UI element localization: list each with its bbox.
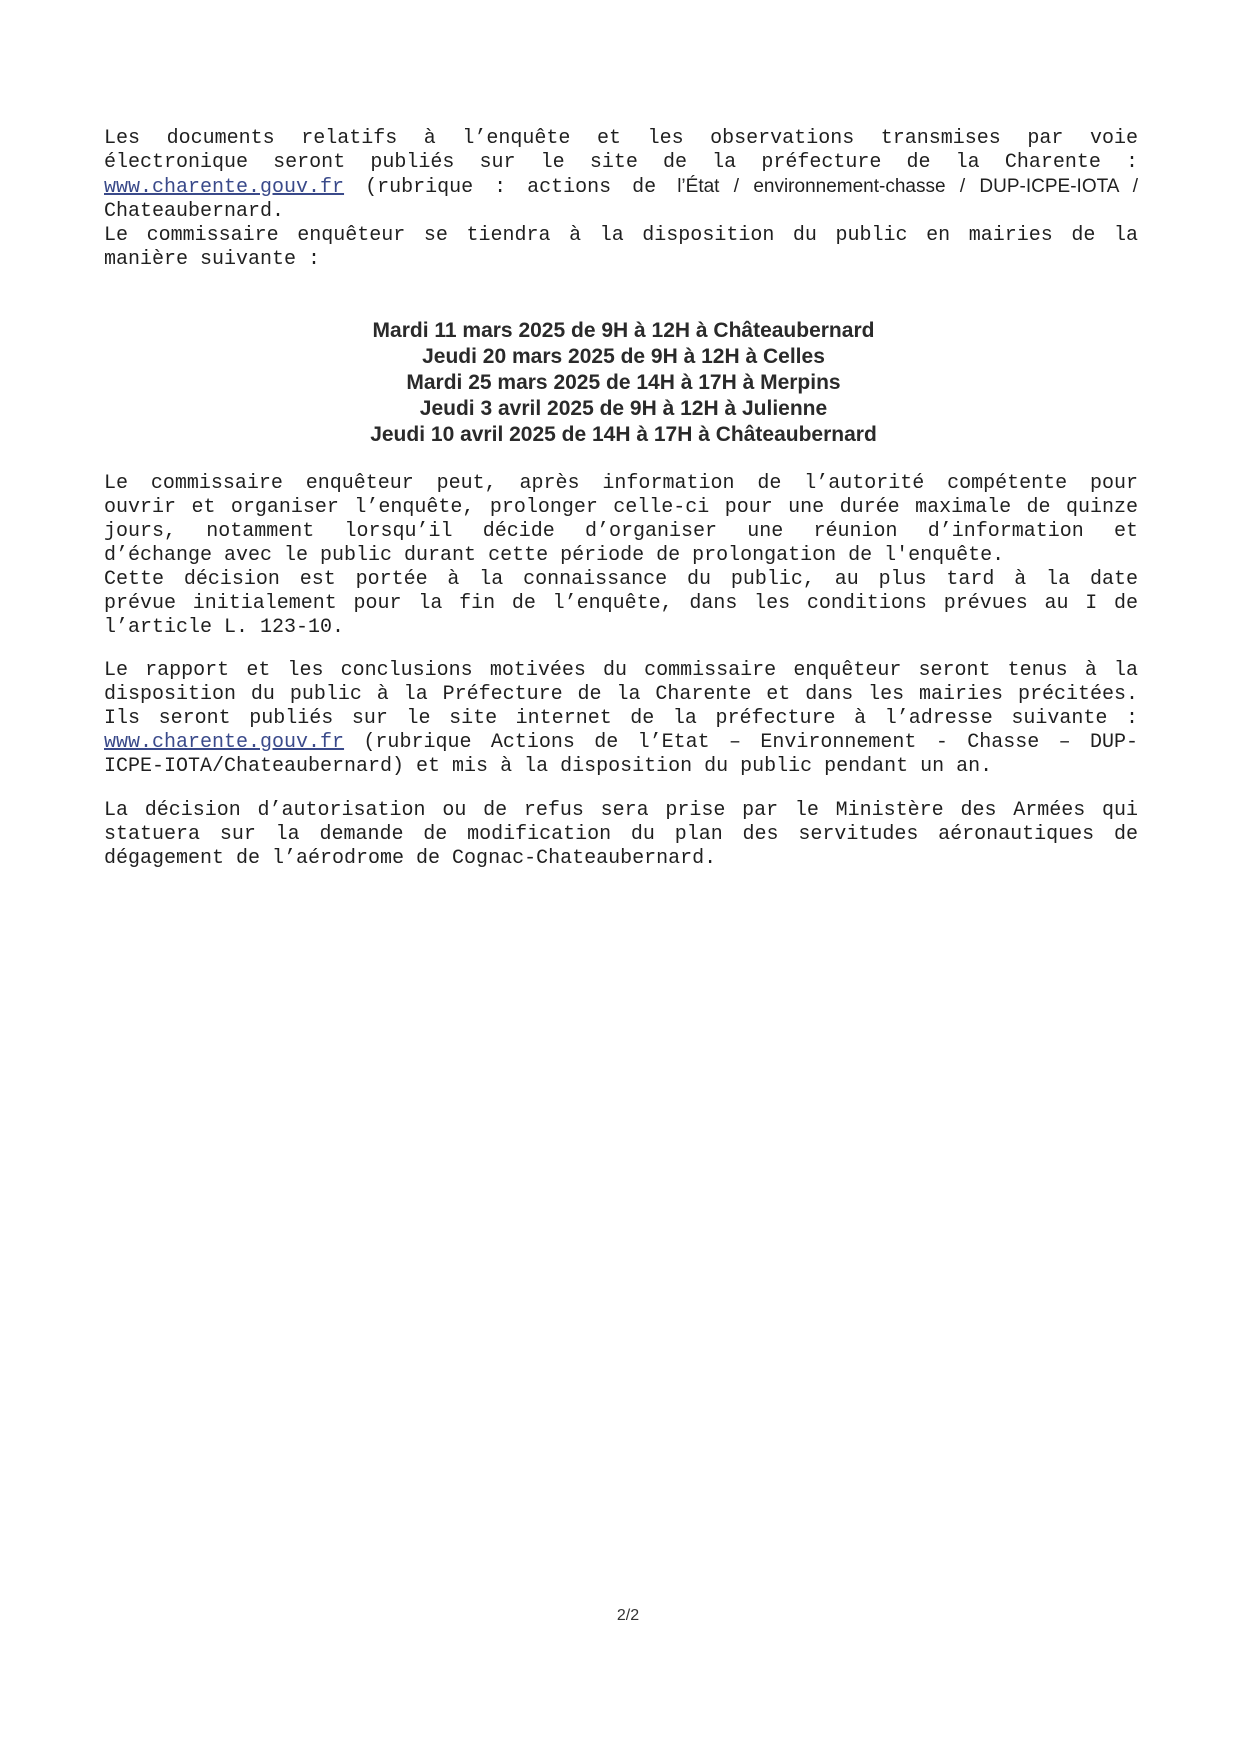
- schedule-item: Mardi 11 mars 2025 de 9H à 12H à Châteaubernard: [372, 319, 875, 342]
- availability-line-2: manière suivante :: [104, 248, 321, 271]
- authorization-line-1: La décision d’autorisation ou de refus sera prise par le Ministère des Armées qui: [104, 799, 1138, 822]
- intro-line-4: Chateaubernard.: [104, 200, 285, 223]
- report-line-2: disposition du public à la Préfecture de la Charente et dans les mairies précitées.: [104, 683, 1138, 706]
- intro-line-3-mono: (rubrique : actions de: [344, 176, 678, 199]
- decision-line-3: l’article L. 123-10.: [104, 616, 345, 639]
- authorization-paragraph: [104, 799, 1138, 871]
- schedule-item: Mardi 25 mars 2025 de 14H à 17H à Merpins: [406, 371, 841, 394]
- page-number: 2/2: [616, 1607, 640, 1624]
- charente-website-link[interactable]: www.charente.gouv.fr: [104, 176, 345, 199]
- schedule-item: Jeudi 10 avril 2025 de 14H à 17H à Châteaubernard: [370, 423, 877, 446]
- intro-paragraph: [104, 127, 1138, 272]
- extension-line-3: jours, notamment lorsqu’il décide d’organiser une réunion d’information et: [104, 520, 1138, 543]
- decision-line-2: prévue initialement pour la fin de l’enquête, dans les conditions prévues au I de: [104, 592, 1138, 615]
- authorization-line-3: dégagement de l’aérodrome de Cognac-Chateaubernard.: [104, 847, 717, 870]
- schedule-item: Jeudi 20 mars 2025 de 9H à 12H à Celles: [422, 345, 825, 368]
- charente-website-link[interactable]: www.charente.gouv.fr: [104, 731, 345, 754]
- extension-line-4: d’échange avec le public durant cette période de prolongation de l'enquête.: [104, 544, 1005, 567]
- extension-paragraph: [104, 472, 1138, 640]
- intro-line-3-sans: l’État / environnement-chasse / DUP-ICPE-IOTA /: [677, 176, 1138, 197]
- report-line-4: [104, 731, 1138, 755]
- authorization-line-2: statuera sur la demande de modification du plan des servitudes aéronautiques de: [104, 823, 1138, 846]
- schedule-list: [0, 318, 1240, 448]
- availability-line-1: Le commissaire enquêteur se tiendra à la disposition du public en mairies de la: [104, 224, 1138, 247]
- extension-line-1: Le commissaire enquêteur peut, après information de l’autorité compétente pour: [104, 472, 1138, 495]
- decision-line-1: Cette décision est portée à la connaissance du public, au plus tard à la date: [104, 568, 1138, 591]
- extension-line-2: ouvrir et organiser l’enquête, prolonger celle-ci pour une durée maximale de quinze: [104, 496, 1138, 519]
- intro-line-3: [104, 175, 1138, 200]
- schedule-item: Jeudi 3 avril 2025 de 9H à 12H à Julienne: [419, 397, 828, 420]
- intro-line-1: Les documents relatifs à l’enquête et les observations transmises par voie: [104, 127, 1138, 150]
- report-line-3: Ils seront publiés sur le site internet de la préfecture à l’adresse suivante :: [104, 707, 1138, 730]
- report-line-4-rest: (rubrique Actions de l’Etat – Environnement - Chasse – DUP-: [344, 731, 1138, 754]
- report-line-5: ICPE-IOTA/Chateaubernard) et mis à la disposition du public pendant un an.: [104, 755, 993, 778]
- intro-line-2: électronique seront publiés sur le site de la préfecture de la Charente :: [104, 151, 1138, 174]
- report-line-1: Le rapport et les conclusions motivées du commissaire enquêteur seront tenus à la: [104, 659, 1138, 682]
- report-paragraph: [104, 659, 1138, 779]
